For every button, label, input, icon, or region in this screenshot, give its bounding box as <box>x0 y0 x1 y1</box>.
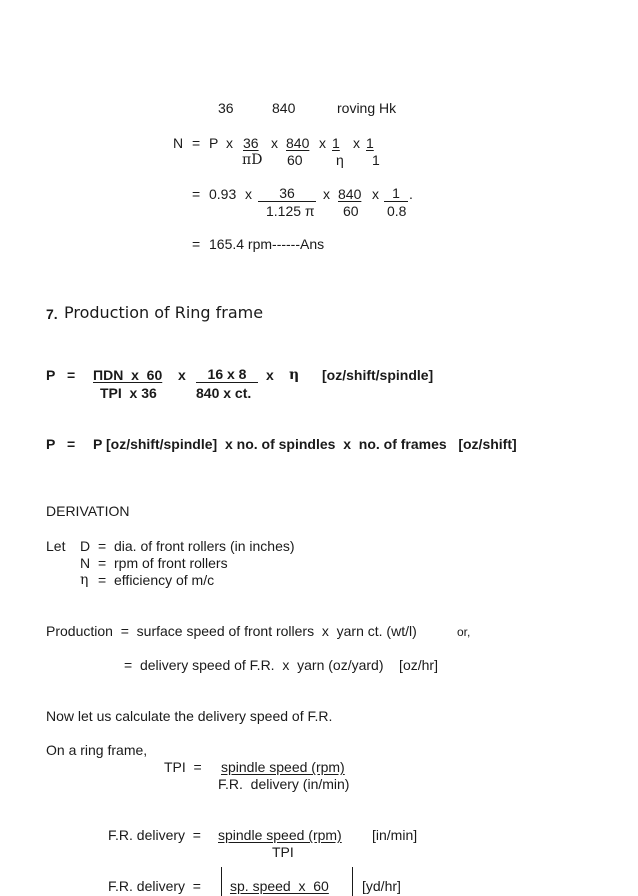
n-frac3-den: η <box>336 152 344 168</box>
calc-eq: = <box>192 186 201 202</box>
header-col-36: 36 <box>218 100 234 116</box>
n-x2: x <box>271 135 278 151</box>
calc-x1: x <box>245 186 252 202</box>
def-eta-eq: = <box>98 572 107 588</box>
n-frac3-num: 1 <box>332 135 340 151</box>
n-frac2-den: 60 <box>287 152 303 168</box>
fr2-num: sp. speed x 60 <box>230 878 329 894</box>
calc-frac3-num: 1 <box>384 186 408 202</box>
calc-intro: Now let us calculate the delivery speed of F.R. <box>46 708 333 724</box>
tpi-num: spindle speed (rpm) <box>221 759 345 775</box>
f2-eq: = <box>67 436 76 452</box>
calc-frac1-num: 36 <box>258 186 316 202</box>
result-eq: = <box>192 236 201 252</box>
result-text: 165.4 rpm------Ans <box>209 236 325 252</box>
derivation-heading: DERIVATION <box>46 503 130 519</box>
calc-value: 0.93 <box>209 186 237 202</box>
n-frac2-num: 840 <box>286 135 310 151</box>
production-line2: = delivery speed of F.R. x yarn (oz/yard) [oz/hr] <box>124 657 438 673</box>
def-n-eq: = <box>98 555 107 571</box>
section-title: Production of Ring frame <box>64 303 264 322</box>
let-label: Let <box>46 538 66 554</box>
calc-frac2-num: 840 <box>338 186 362 202</box>
tpi-lhs: TPI = <box>164 759 202 775</box>
fr2-lhs: F.R. delivery = <box>108 878 201 894</box>
f1-frac2-num: 16 x 8 <box>196 367 258 383</box>
fr1-num: spindle speed (rpm) <box>218 827 342 843</box>
n-frac4-den: 1 <box>372 152 380 168</box>
def-d-eq: = <box>98 538 107 554</box>
calc-end-dot: . <box>409 186 413 202</box>
f2-lhs: P <box>46 436 56 452</box>
f1-eq: = <box>67 367 76 383</box>
tpi-den: F.R. delivery (in/min) <box>218 776 350 792</box>
n-eq: = <box>192 135 201 151</box>
fr1-lhs: F.R. delivery = <box>108 827 201 843</box>
n-lhs: N <box>173 135 184 151</box>
calc-x3: x <box>372 186 379 202</box>
f1-x2: x <box>266 367 274 383</box>
fr2-left-bar <box>221 867 222 896</box>
n-frac1-den: πD <box>242 152 263 168</box>
header-col-roving: roving Hk <box>337 100 397 116</box>
fr1-unit: [in/min] <box>372 827 418 843</box>
n-x3: x <box>319 135 326 151</box>
f1-x1: x <box>178 367 186 383</box>
def-eta-symbol: η <box>80 572 89 588</box>
fr1-den: TPI <box>272 844 294 860</box>
n-frac4-num: 1 <box>366 135 374 151</box>
n-x1: x <box>226 135 233 151</box>
f1-frac2-den: 840 x ct. <box>196 385 252 401</box>
def-d-text: dia. of front rollers (in inches) <box>114 538 295 554</box>
f2-text: P [oz/shift/spindle] x no. of spindles x no. of frames [oz/shift] <box>93 436 517 452</box>
calc-frac2-den: 60 <box>343 203 359 219</box>
n-frac1-num: 36 <box>243 135 259 151</box>
production-or: or, <box>457 625 471 639</box>
calc-x2: x <box>323 186 330 202</box>
f1-unit: [oz/shift/spindle] <box>322 367 434 383</box>
n-p: P <box>209 135 219 151</box>
n-x4: x <box>353 135 360 151</box>
production-line1: Production = surface speed of front rollers x yarn ct. (wt/l) <box>46 623 417 639</box>
f1-lhs: P <box>46 367 56 383</box>
fr2-right-bar <box>352 867 353 896</box>
calc-frac3-den: 0.8 <box>387 203 407 219</box>
f1-eta: η <box>289 367 300 383</box>
def-n-text: rpm of front rollers <box>114 555 228 571</box>
def-d-symbol: D <box>80 538 91 554</box>
header-col-840: 840 <box>272 100 296 116</box>
ring-intro: On a ring frame, <box>46 742 148 758</box>
def-n-symbol: N <box>80 555 91 571</box>
def-eta-text: efficiency of m/c <box>114 572 215 588</box>
calc-frac1-den: 1.125 π <box>266 203 315 219</box>
fr2-unit: [yd/hr] <box>362 878 401 894</box>
section-number: 7. <box>46 306 58 322</box>
f1-frac1-den: TPI x 36 <box>100 385 157 401</box>
f1-frac1-num: ΠDN x 60 <box>93 367 163 383</box>
